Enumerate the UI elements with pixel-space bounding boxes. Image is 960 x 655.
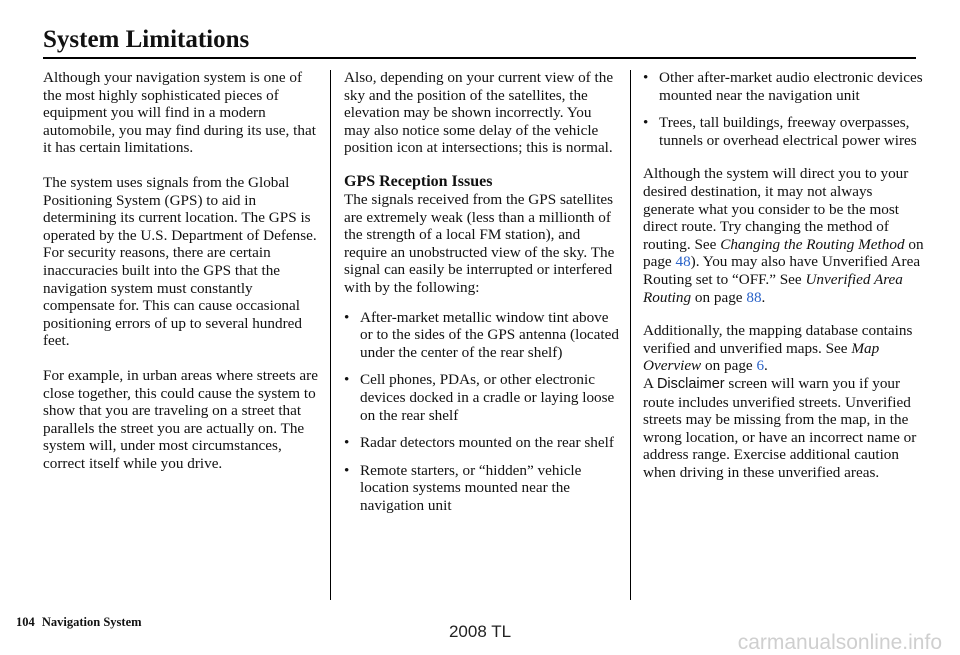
list-item: • Other after-market audio electronic devices mounted near the navigation unit [643, 69, 923, 104]
page-link-6[interactable]: 6 [756, 357, 765, 375]
page-link-48[interactable]: 48 [675, 253, 691, 271]
column-3 [643, 69, 925, 498]
header-rule [43, 57, 916, 59]
column-divider [330, 70, 331, 600]
paragraph: The system uses signals from the Global Positioning System (GPS) to aid in determining its current location. The GPS is operated by the U.S. Department of Defense. For security reasons, there are certain inaccuracies built into the GPS that the navigation system must constantly compensate for. This can cause occasional positioning errors of up to several hundred feet. [43, 173, 317, 350]
footer-section: Navigation System [41, 615, 142, 629]
section-heading: GPS Reception Issues [344, 172, 493, 190]
paragraph: Also, depending on your current view of the sky and the position of the satellites, the elevation may be shown incorrectly. You may also notice some delay of the vehicle position icon at intersections; this is normal. [344, 69, 614, 157]
column-2 [344, 69, 620, 524]
paragraph: Although your navigation system is one of the most highly sophisticated pieces of equipment you will find in a modern automobile, you may find during its use, that it has certain limitations. [43, 69, 316, 157]
column-divider [630, 70, 631, 600]
paragraph: The signals received from the GPS satellites are extremely weak (less than a millionth of the strength of a local FM station), and require an unobstructed view of the sky. The signal can easily be interrupted or interfered with by the following: [344, 190, 615, 296]
page-link-88[interactable]: 88 [746, 288, 762, 306]
page-title: System Limitations [43, 26, 250, 53]
list-item: • Remote starters, or “hidden” vehicle location systems mounted near the navigation unit [344, 461, 582, 514]
list-item: • After-market metallic window tint above or to the sides of the GPS antenna (located under the center of the rear shelf) [344, 308, 619, 361]
column-1 [43, 69, 319, 489]
list-item: • Radar detectors mounted on the rear shelf [344, 434, 614, 452]
cross-reference: Unverified Area Routing [643, 270, 903, 306]
cross-reference: Changing the Routing Method [720, 235, 905, 253]
paragraph: Additionally, the mapping database contains verified and unverified maps. See Map Overview on page 6. A Disclaimer screen will warn you if your route includes unverified streets. Unverified streets may be missing from the map, in the wrong location, or have an incorrect name or address range. Exercise additional caution when driving in these unverified areas. [643, 322, 917, 481]
paragraph: Although the system will direct you to your desired destination, it may not always generate what you consider to be the most direct route. Try changing the method of routing. See Changing the Routing Method on page 48). You may also have Unverified Area Routing set to “OFF.” See Unverified Area Routing on page 88. [643, 165, 924, 306]
watermark: carmanualsonline.info [737, 631, 942, 654]
interference-list-continued [643, 69, 925, 149]
list-item: • Trees, tall buildings, freeway overpasses, tunnels or overhead electrical power wires [643, 114, 917, 149]
interference-list [344, 309, 620, 515]
paragraph: For example, in urban areas where streets are close together, this could cause the system to show that you are traveling on a street that parallels the street you are actually on. The system will, under most circumstances, correct itself while you drive. [43, 366, 318, 472]
cross-reference: Map Overview [643, 339, 880, 375]
page-number: 104 [16, 615, 35, 629]
list-item: • Cell phones, PDAs, or other electronic devices docked in a cradle or laying loose on the rear shelf [344, 371, 615, 424]
model-label: 2008 TL [448, 622, 512, 641]
disclaimer-screen-name: Disclaimer [656, 375, 725, 392]
